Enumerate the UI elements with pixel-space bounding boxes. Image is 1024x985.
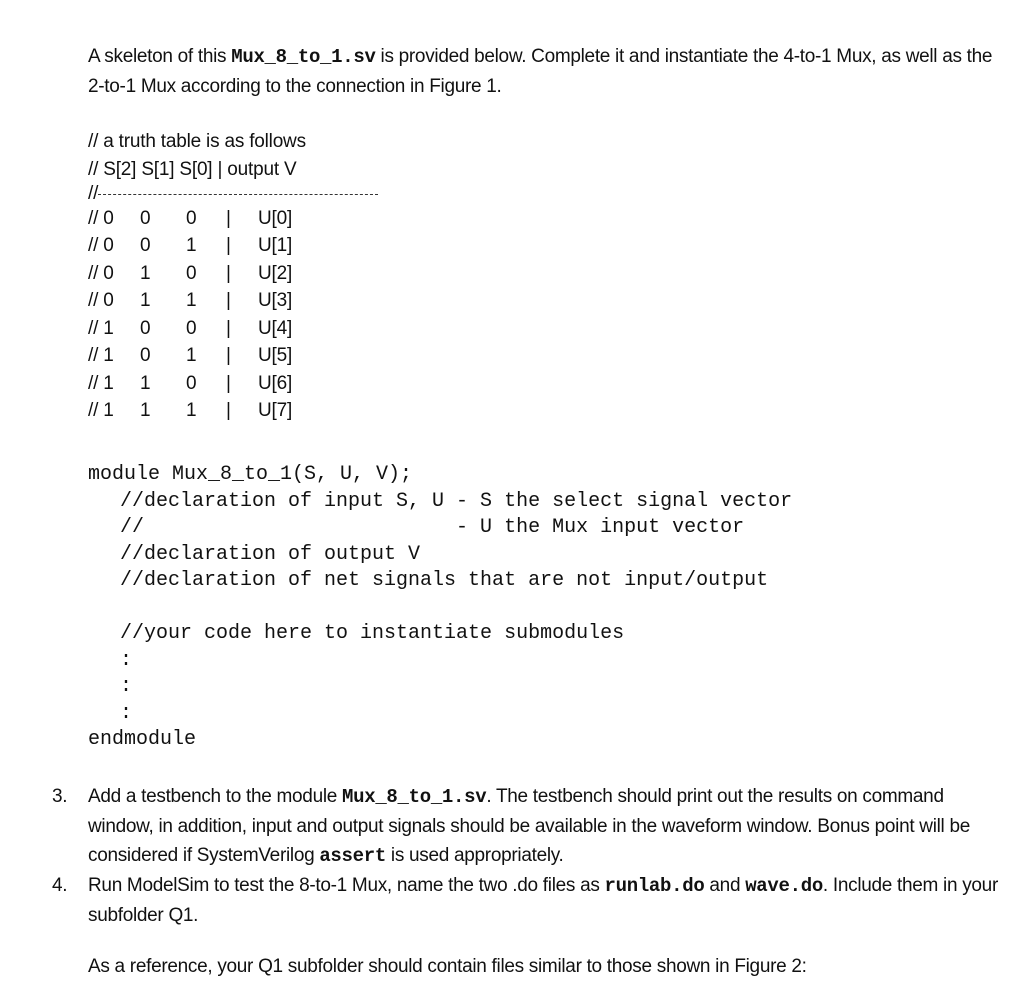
cell-s1: 1	[140, 400, 151, 422]
truth-table-header: // S[2] S[1] S[0] | output V	[88, 158, 297, 180]
cell-s1: 0	[140, 207, 151, 229]
cell-s2: // 1	[88, 345, 114, 367]
cell-output: U[6]	[258, 372, 293, 394]
task-list	[52, 782, 1002, 930]
task-text-a: Run ModelSim to test the 8-to-1 Mux, name the two .do files as	[88, 875, 605, 896]
code-decl-nets: //declaration of net signals that are not input/output	[120, 569, 769, 592]
task-text-a: Add a testbench to the module	[88, 786, 343, 807]
truth-table-caption: // a truth table is as follows	[88, 131, 306, 152]
task-text-b: . The testbench should print out the results on command window, in addition, input and output signals should be available in the waveform window. Bonus point will be considered if SystemVerilog	[88, 786, 970, 866]
code-decl-input: //declaration of input S, U - S the select signal vector	[120, 489, 793, 513]
intro-filename: Mux_8_to_1.sv	[231, 46, 376, 68]
code-ellipsis-1: :	[120, 648, 133, 672]
cell-s0: 0	[186, 207, 197, 229]
cell-output: U[2]	[258, 262, 293, 284]
cell-s2: // 1	[88, 372, 114, 394]
task-code-filename: Mux_8_to_1.sv	[342, 786, 487, 808]
cell-s2: // 0	[88, 207, 114, 229]
truth-table-comment	[88, 128, 378, 425]
cell-separator: |	[226, 262, 231, 284]
cell-separator: |	[226, 290, 231, 312]
cell-s1: 0	[140, 235, 151, 257]
intro-text-1: A skeleton of this	[88, 46, 232, 67]
reference-paragraph: As a reference, your Q1 subfolder should contain files similar to those shown in Figure 2:	[88, 956, 807, 977]
divider-prefix: //	[88, 183, 99, 204]
task-item-3	[52, 782, 1002, 871]
truth-table-rows	[88, 205, 378, 425]
cell-output: U[0]	[258, 207, 293, 229]
cell-s0: 0	[186, 262, 197, 284]
cell-s1: 1	[140, 372, 151, 394]
truth-table-row	[88, 315, 378, 343]
cell-separator: |	[226, 235, 231, 257]
task-item-4	[52, 871, 1002, 930]
cell-separator: |	[226, 345, 231, 367]
code-endmodule: endmodule	[88, 728, 197, 751]
task-text-c: is used appropriately.	[385, 845, 564, 866]
task-text-c: . Include them in your subfolder Q1.	[88, 875, 998, 926]
code-blank-line	[88, 595, 792, 622]
cell-s2: // 0	[88, 262, 114, 284]
cell-separator: |	[226, 372, 231, 394]
code-skeleton	[88, 462, 792, 754]
cell-s2: // 1	[88, 317, 114, 339]
cell-s1: 0	[140, 345, 151, 367]
truth-table-row	[88, 370, 378, 398]
cell-s0: 1	[186, 400, 197, 422]
task-number: 3.	[52, 786, 68, 807]
truth-table-row	[88, 205, 378, 233]
cell-s0: 1	[186, 235, 197, 257]
cell-s1: 1	[140, 290, 151, 312]
task-code-assert: assert	[319, 845, 386, 867]
task-code-runlab: runlab.do	[604, 875, 705, 897]
intro-text-2: is provided below. Complete it and instantiate the 4-to-1 Mux, as well as the 2-to-1 Mux according to the connection in Figure 1.	[88, 46, 993, 97]
task-number: 4.	[52, 875, 68, 896]
intro-paragraph	[88, 42, 1008, 101]
cell-s0: 1	[186, 345, 197, 367]
truth-table-row	[88, 398, 378, 426]
cell-s0: 1	[186, 290, 197, 312]
code-ellipsis-2: :	[120, 675, 133, 698]
truth-table-divider	[88, 183, 378, 205]
cell-output: U[4]	[258, 317, 293, 339]
code-module-line: module Mux_8_to_1(S, U, V);	[88, 463, 413, 486]
code-ellipsis-3: :	[120, 701, 133, 725]
cell-s2: // 0	[88, 235, 114, 257]
cell-output: U[3]	[258, 290, 293, 312]
cell-s1: 1	[140, 262, 151, 284]
task-code-wave: wave.do	[745, 875, 823, 897]
cell-output: U[7]	[258, 400, 293, 422]
cell-s0: 0	[186, 372, 197, 394]
task-text-b: and	[704, 875, 746, 896]
cell-separator: |	[226, 207, 231, 229]
cell-s1: 0	[140, 317, 151, 339]
cell-output: U[1]	[258, 235, 293, 257]
code-your-code: //your code here to instantiate submodules	[120, 622, 625, 645]
task-text	[88, 782, 1002, 871]
code-decl-output: //declaration of output V	[120, 542, 421, 566]
cell-s2: // 0	[88, 290, 114, 312]
code-decl-input-cont: // - U the Mux input vector	[120, 516, 745, 539]
truth-table-row	[88, 233, 378, 261]
divider-line	[98, 194, 378, 195]
truth-table-row	[88, 343, 378, 371]
cell-s2: // 1	[88, 400, 114, 422]
truth-table-row	[88, 288, 378, 316]
cell-output: U[5]	[258, 345, 293, 367]
cell-separator: |	[226, 400, 231, 422]
cell-s0: 0	[186, 317, 197, 339]
truth-table-row	[88, 260, 378, 288]
task-text	[88, 871, 1002, 930]
cell-separator: |	[226, 317, 231, 339]
